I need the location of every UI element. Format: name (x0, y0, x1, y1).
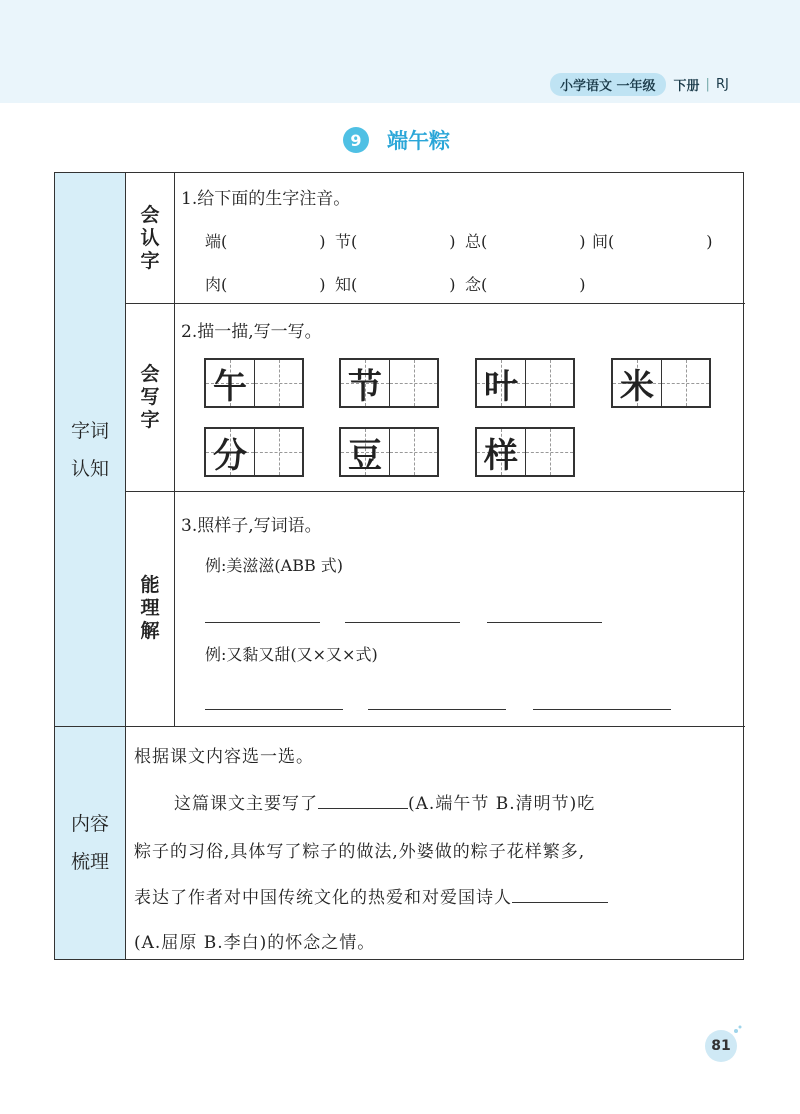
fill-blank[interactable] (512, 886, 608, 903)
separator: | (705, 76, 710, 92)
volume-label: 下册 (673, 78, 700, 94)
writing-box[interactable] (339, 427, 439, 477)
sub-understand-label: 能理解 (140, 574, 160, 642)
trace-char: 午 (213, 366, 247, 407)
sub-understand (126, 491, 175, 726)
trace-char: 叶 (484, 366, 518, 407)
pinyin-item[interactable]: 知( ) (335, 275, 456, 294)
category-content-label: 内容梳理 (71, 812, 110, 873)
writing-box[interactable] (611, 358, 711, 408)
writing-box[interactable] (339, 358, 439, 408)
fill-blank[interactable] (318, 792, 408, 809)
trace-char: 节 (348, 366, 382, 407)
content-line-4: (A.屈原 B.李白)的怀念之情。 (134, 933, 376, 953)
content-line-1: 这篇课文主要写了 (A.端午节 B.清明节)吃 (174, 794, 596, 814)
writing-box[interactable] (204, 358, 304, 408)
content-line-3: 表达了作者对中国传统文化的热爱和对爱国诗人 (134, 883, 608, 908)
writing-box[interactable] (475, 358, 575, 408)
divider (126, 491, 745, 492)
divider (55, 726, 745, 727)
trace-char: 分 (213, 435, 247, 476)
pinyin-item[interactable]: 端( ) (205, 232, 326, 251)
category-content (55, 726, 126, 959)
pinyin-item[interactable]: 总( ) (465, 232, 586, 251)
q3-prompt: 3.照样子,写词语。 (181, 516, 322, 536)
answer-blank[interactable] (368, 709, 506, 710)
lesson-number-badge: 9 (343, 127, 369, 153)
answer-blank[interactable] (533, 709, 671, 710)
q3-example-1: 例:美滋滋(ABB 式) (205, 556, 344, 575)
pinyin-item[interactable]: 节( ) (335, 232, 456, 251)
category-vocab-label: 字词认知 (71, 419, 110, 480)
sub-recognize-label: 会认字 (140, 203, 160, 272)
page-number: 81 (705, 1030, 737, 1062)
sub-write-label: 会写字 (140, 362, 160, 431)
subject-grade-pill: 小学语文 一年级 (550, 73, 666, 96)
answer-blank[interactable] (345, 622, 460, 623)
sub-write (126, 303, 175, 491)
q2-prompt: 2.描一描,写一写。 (181, 322, 322, 342)
content-line-2: 粽子的习俗,具体写了粽子的做法,外婆做的粽子花样繁多, (134, 842, 586, 862)
book-info-badge (550, 73, 729, 95)
sub-recognize (126, 173, 175, 303)
lesson-title: 端午粽 (387, 129, 450, 153)
pinyin-item[interactable]: 念( ) (465, 275, 586, 294)
splash-icon (733, 1024, 743, 1034)
writing-box[interactable] (204, 427, 304, 477)
answer-blank[interactable] (205, 622, 320, 623)
q3-example-2: 例:又黏又甜(又×又×式) (205, 645, 378, 664)
edition-label: RJ (715, 76, 729, 92)
answer-blank[interactable] (205, 709, 343, 710)
content-instruction: 根据课文内容选一选。 (134, 747, 314, 767)
q1-prompt: 1.给下面的生字注音。 (181, 189, 351, 209)
trace-char: 米 (620, 366, 654, 407)
pinyin-item[interactable]: 间( ) (592, 232, 713, 251)
trace-char: 样 (484, 435, 518, 476)
answer-blank[interactable] (487, 622, 602, 623)
divider (126, 303, 745, 304)
category-vocab (55, 173, 126, 726)
writing-box[interactable] (475, 427, 575, 477)
pinyin-item[interactable]: 肉( ) (205, 275, 326, 294)
lesson-heading (343, 125, 450, 155)
trace-char: 豆 (348, 435, 382, 476)
